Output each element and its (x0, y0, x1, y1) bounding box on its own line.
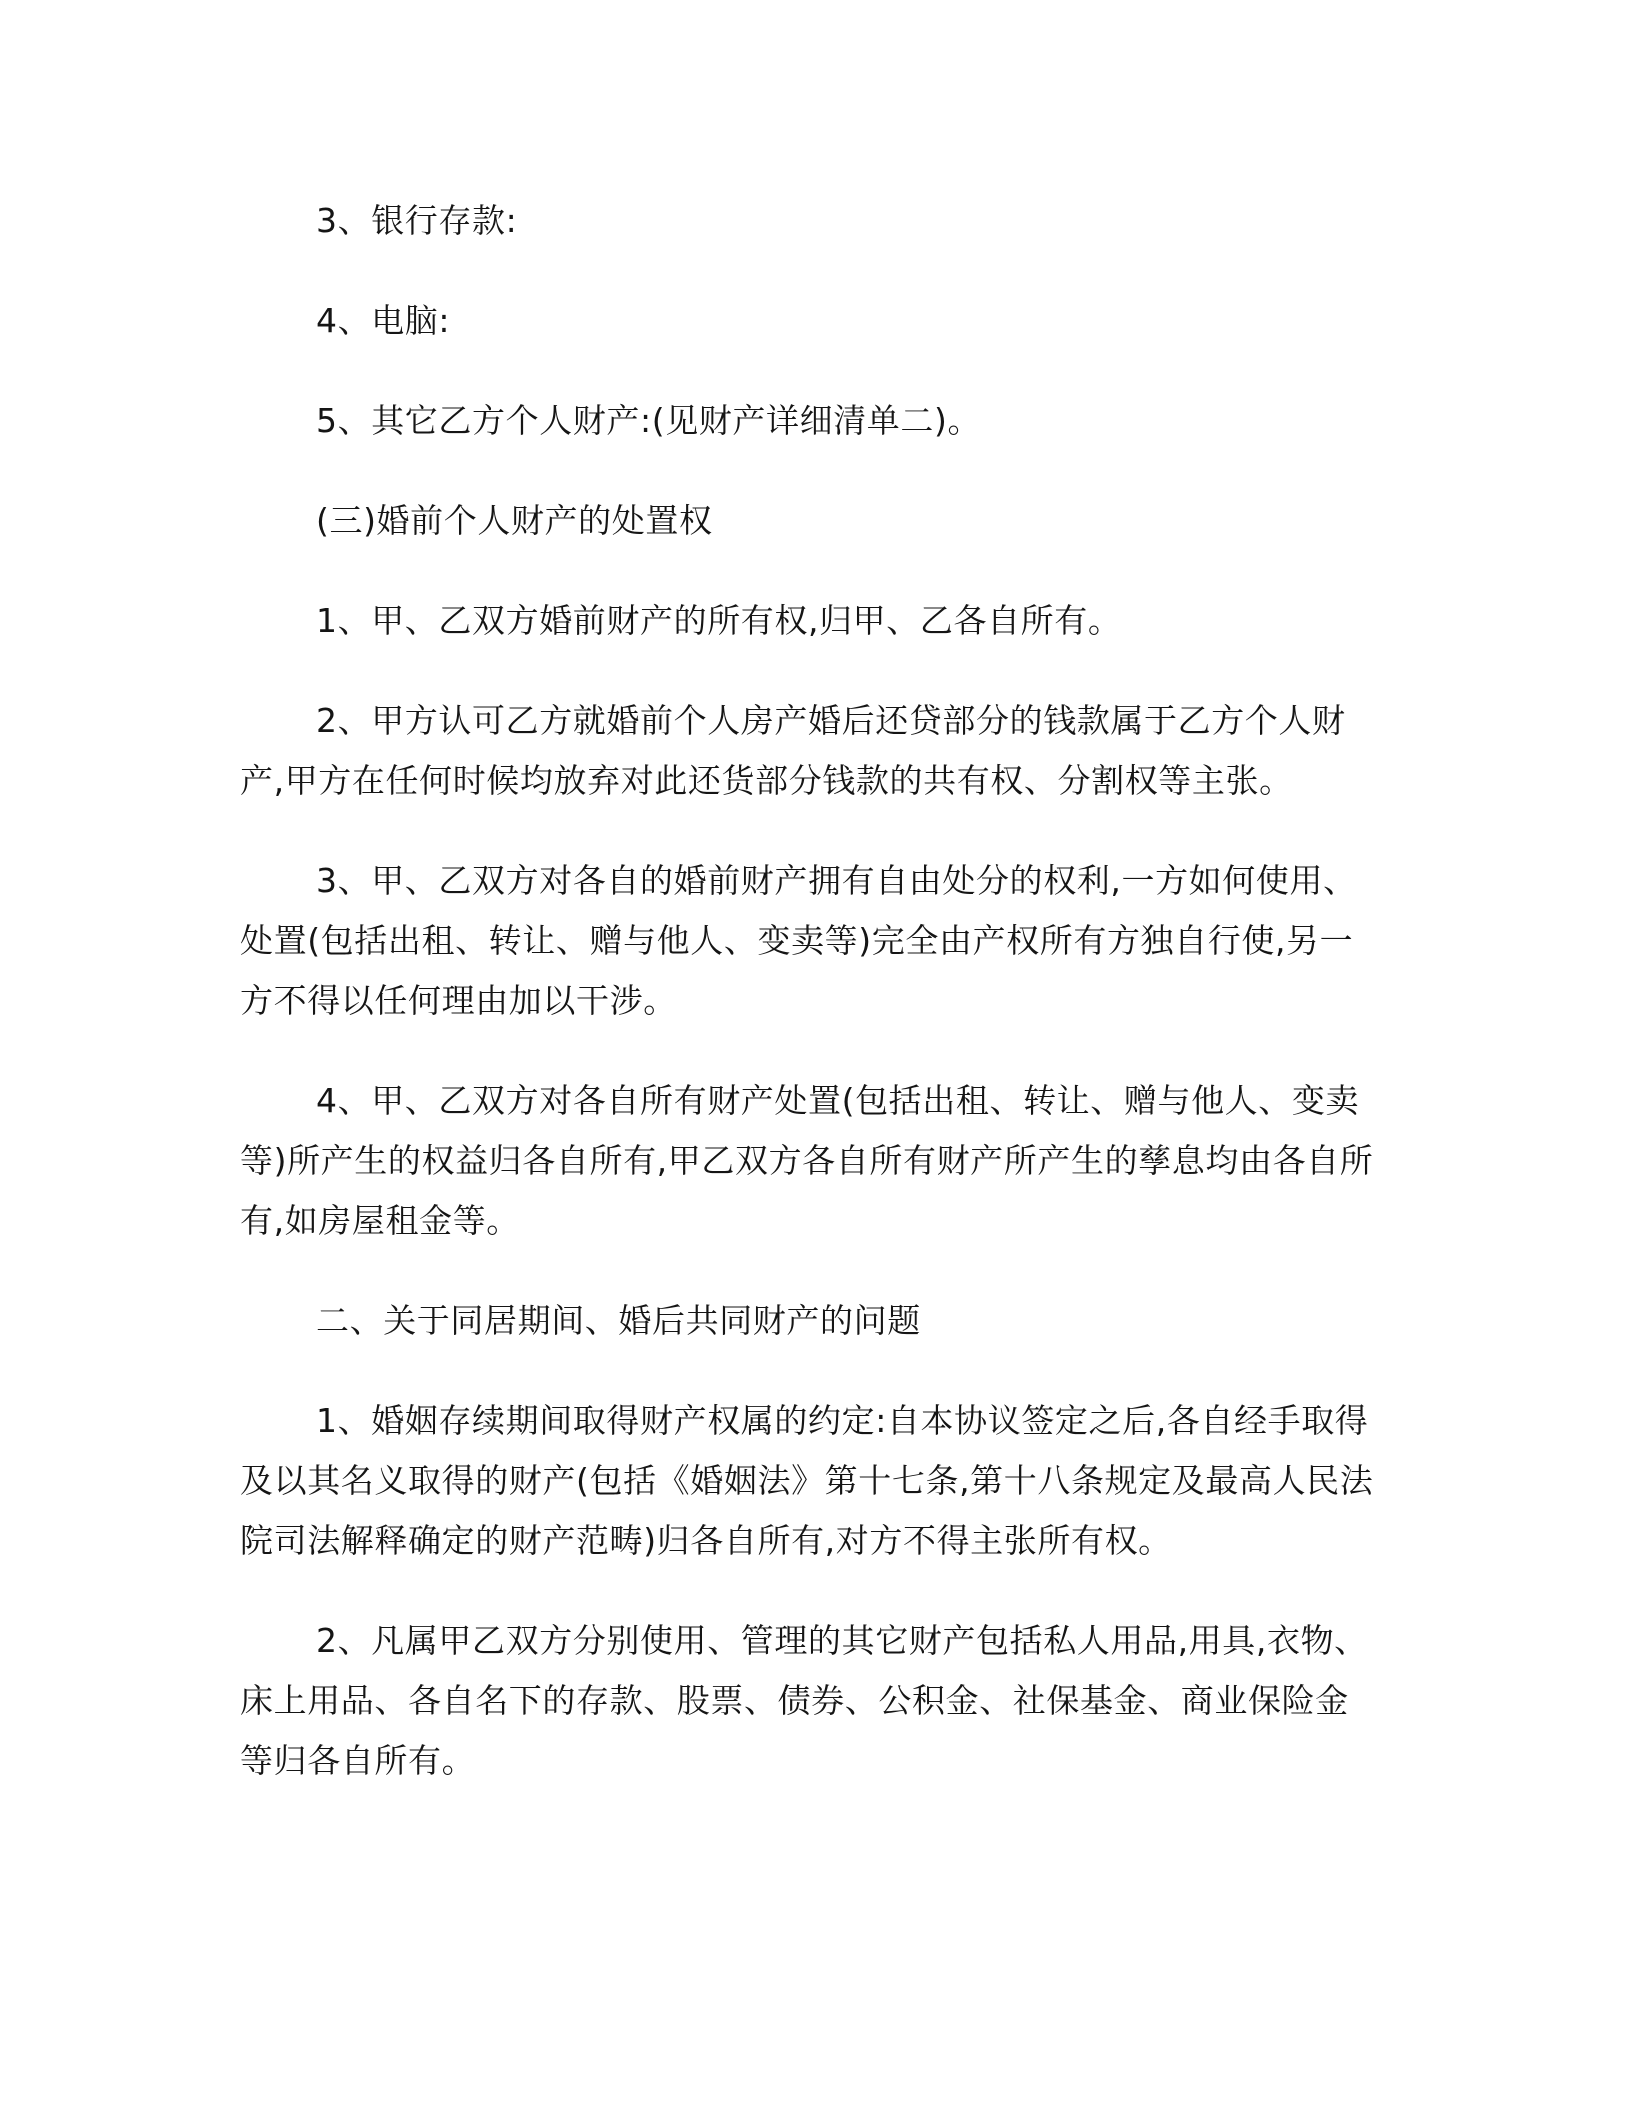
clause-4-proceeds: 4、甲、乙双方对各自所有财产处置(包括出租、转让、赠与他人、变卖等)所产生的权益归各自所有,甲乙双方各自所有财产所产生的孳息均由各自所有,如房屋租金等。 (240, 1081, 1374, 1240)
section-heading-disposal-right: (三)婚前个人财产的处置权 (316, 501, 713, 540)
clause-2-personal-use-property: 2、凡属甲乙双方分别使用、管理的其它财产包括私人用品,用具,衣物、床上用品、各自名下的存款、股票、债券、公积金、社保基金、商业保险金等归各自所有。 (240, 1621, 1368, 1780)
item-other-personal-property: 5、其它乙方个人财产:(见财产详细清单二)。 (316, 401, 982, 440)
item-computer: 4、电脑: (316, 301, 451, 340)
clause-3-free-disposal: 3、甲、乙双方对各自的婚前财产拥有自由处分的权利,一方如何使用、处置(包括出租、转让、赠与他人、变卖等)完全由产权所有方独自行使,另一方不得以任何理由加以干涉。 (240, 861, 1357, 1020)
item-bank-deposit: 3、银行存款: (316, 201, 518, 240)
clause-2-loan-repayment: 2、甲方认可乙方就婚前个人房产婚后还贷部分的钱款属于乙方个人财产,甲方在任何时候均放弃对此还货部分钱款的共有权、分割权等主张。 (240, 701, 1346, 800)
clause-1-ownership: 1、甲、乙双方婚前财产的所有权,归甲、乙各自所有。 (316, 601, 1122, 640)
section-heading-joint-property: 二、关于同居期间、婚后共同财产的问题 (316, 1301, 921, 1340)
clause-1-marriage-property: 1、婚姻存续期间取得财产权属的约定:自本协议签定之后,各自经手取得及以其名义取得的财产(包括《婚姻法》第十七条,第十八条规定及最高人民法院司法解释确定的财产范畴)归各自所有,对方不得主张所有权。 (240, 1401, 1374, 1560)
